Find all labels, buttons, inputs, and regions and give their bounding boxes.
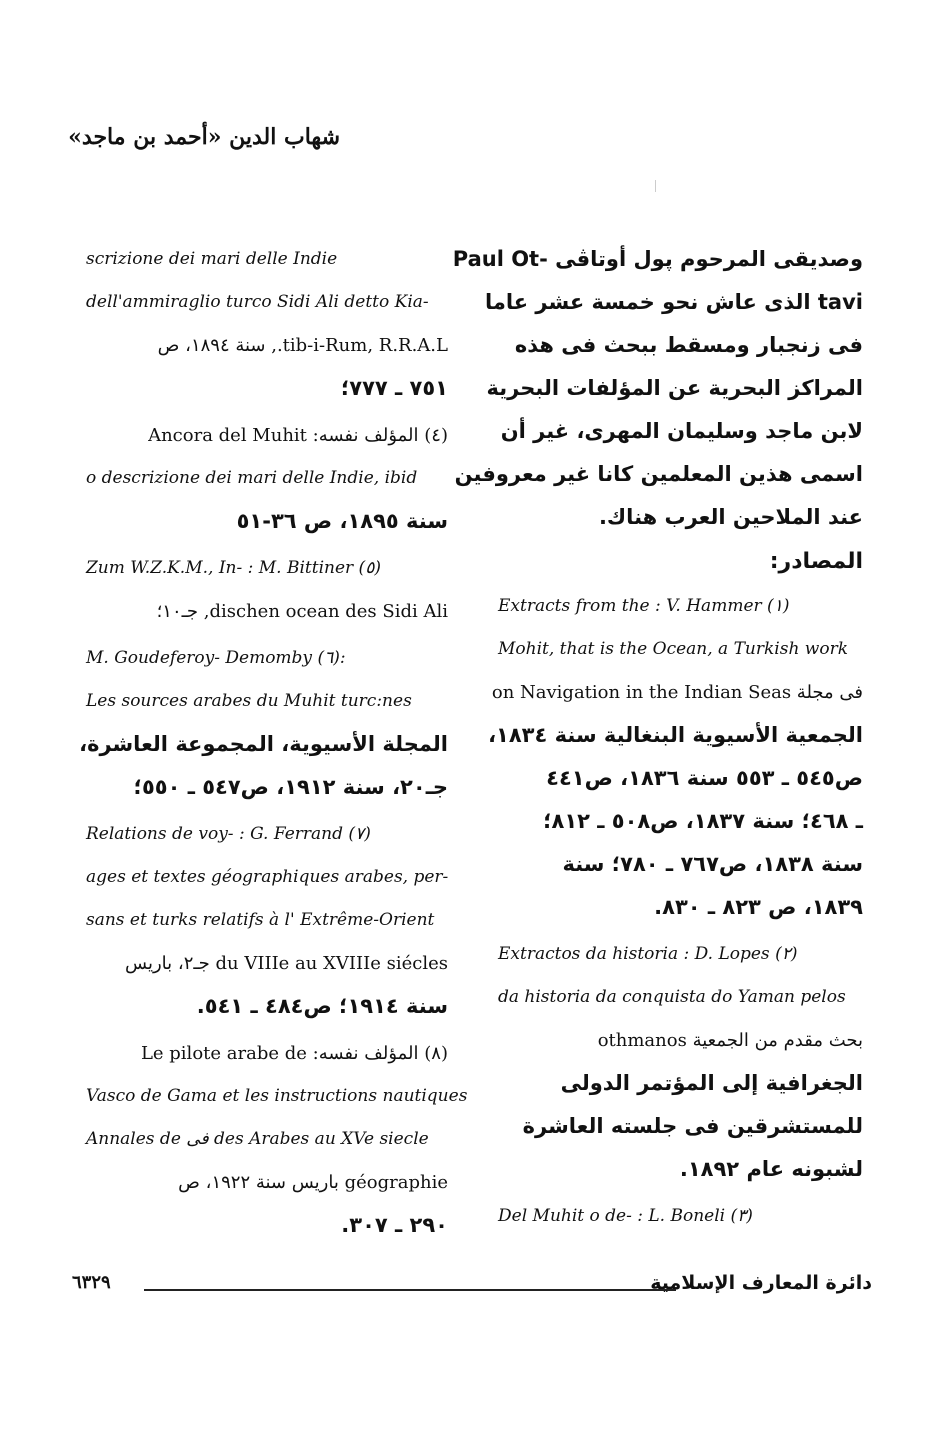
reference-line: ٧٥١ ـ ٧٧٧؛	[340, 376, 448, 400]
reference-line: sans et turks relatifs à l' Extrême-Orient	[86, 910, 435, 930]
reference-line: Extracts from the : V. Hammer (١)	[498, 596, 790, 616]
reference-line: ٢٩٠ ـ ٣٠٧.	[341, 1213, 448, 1237]
reference-line: ص٥٤٥ ـ ٥٥٣ سنة ١٨٣٦، ص٤٤١	[546, 766, 863, 790]
reference-line: scrizione dei mari delle Indie	[86, 249, 338, 269]
reference-line: سنة ١٩١٤؛ ص٤٨٤ ـ ٥٤١.	[196, 994, 448, 1018]
footer-title: دائرة المعارف الإسلامية	[650, 1272, 872, 1294]
reference-line: da historia da conquista do Yaman pelos	[498, 987, 846, 1007]
reference-line: (٤) المؤلف نفسه: Ancora del Muhit	[148, 425, 448, 446]
reference-line: Annales de فى des Arabes au XVe siecle	[86, 1129, 429, 1149]
reference-line: dischen ocean des Sidi Ali, جـ١٠؛	[156, 601, 448, 622]
right-column	[452, 238, 863, 1238]
body-line: لابن ماجد وسليمان المهرى، غير أن	[500, 419, 863, 443]
reference-line: Zum W.Z.K.M., In- : M. Bittiner (٥)	[86, 558, 381, 578]
reference-line: Relations de voy- : G. Ferrand (٧)	[86, 824, 371, 844]
reference-line: الجمعية الأسيوية البنغالية سنة ١٨٣٤،	[488, 723, 863, 747]
body-line: tavi الذى عاش نحو خمسة عشر عاما	[484, 290, 863, 314]
reference-line: o descrizione dei mari delle Indie, ibid	[86, 468, 418, 488]
reference-line: Del Muhit o de- : L. Boneli (٣)	[498, 1206, 753, 1226]
reference-line: dell'ammiraglio turco Sidi Ali detto Kia-	[86, 292, 429, 312]
reference-line: M. Goudeferoy- Demomby (٦):	[86, 648, 346, 668]
reference-line: géographie باريس سنة ١٩٢٢، ص	[178, 1172, 448, 1193]
reference-line: الجغرافية إلى المؤتمر الدولى	[560, 1071, 863, 1095]
reference-line: لشبونه عام ١٨٩٢.	[679, 1157, 863, 1181]
left-column	[79, 238, 468, 1247]
reference-line: ١٨٣٩، ص ٨٢٣ ـ ٨٣٠.	[654, 895, 863, 919]
reference-line: Mohit, that is the Ocean, a Turkish work	[498, 639, 849, 659]
sources-heading: المصادر:	[769, 549, 863, 574]
footer-rule	[144, 1289, 676, 1291]
reference-line: سنة ١٨٩٥، ص ٣٦-٥١	[236, 509, 448, 533]
reference-line: ـ ٤٦٨؛ سنة ١٨٣٧، ص٥٠٨ ـ ٨١٢؛	[543, 809, 863, 833]
page-number: ٦٣٢٩	[72, 1272, 111, 1293]
reference-line: سنة ١٨٣٨، ص٧٦٧ ـ ٧٨٠؛ سنة	[562, 852, 863, 876]
body-line: عند الملاحين العرب هناك.	[598, 505, 863, 529]
reference-line: tib-i-Rum, R.R.A.L., سنة ١٨٩٤، ص	[157, 335, 448, 356]
body-line: المراكز البحرية عن المؤلفات البحرية	[486, 376, 863, 400]
reference-line: للمستشرقين فى جلسته العاشرة	[522, 1114, 863, 1138]
crop-mark	[655, 180, 656, 192]
reference-line: du VIIIe au XVIIIe siécles جـ٢، باريس	[125, 953, 448, 974]
running-header: شهاب الدين «أحمد بن ماجد»	[68, 124, 340, 150]
body-line: وصديقى المرحوم پول أوتاڤى -Paul Ot	[452, 247, 863, 271]
reference-line: بحث مقدم من الجمعية othmanos	[597, 1030, 863, 1051]
reference-line: المجلة الأسيوية، المجموعة العاشرة،	[79, 732, 448, 756]
body-line: اسمى هذين المعلمين كانا غير معروفين	[454, 462, 863, 486]
reference-line: Extractos da historia : D. Lopes (٢)	[498, 944, 798, 964]
page-footer	[72, 1272, 872, 1302]
reference-line: (٨) المؤلف نفسه: Le pilote arabe de	[140, 1043, 448, 1064]
reference-line: جـ٢٠، سنة ١٩١٢، ص٥٤٧ ـ ٥٥٠؛	[133, 775, 448, 799]
body-line: فى زنجبار ومسقط ببحث فى هذه	[514, 333, 863, 357]
reference-line: ages et textes géographiques arabes, per-	[86, 867, 449, 887]
reference-line: Vasco de Gama et les instructions nautiques	[86, 1086, 468, 1106]
reference-line: فى مجلة on Navigation in the Indian Seas	[491, 682, 863, 703]
reference-line: Les sources arabes du Muhit turc:nes	[86, 691, 412, 711]
